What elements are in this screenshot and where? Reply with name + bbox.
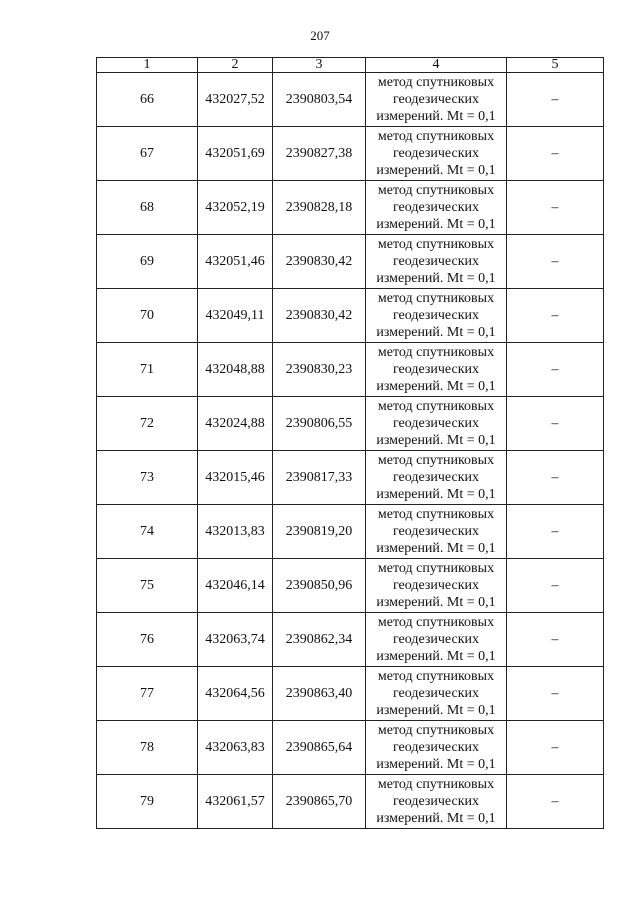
header-cell: 2 [198,58,273,73]
method-line: измерений. Mt = 0,1 [376,757,496,772]
x-coordinate-cell: 432052,19 [198,181,273,235]
table-row [97,343,604,397]
method-line: измерений. Mt = 0,1 [376,217,496,232]
note-cell: – [507,559,604,613]
method-line: измерений. Mt = 0,1 [376,541,496,556]
point-number-cell: 66 [97,73,198,127]
method-cell [366,343,507,397]
point-number-cell: 70 [97,289,198,343]
table-row [97,289,604,343]
y-coordinate-cell: 2390819,20 [273,505,366,559]
table-row [97,613,604,667]
method-cell [366,289,507,343]
note-cell: – [507,667,604,721]
y-coordinate-cell: 2390865,64 [273,721,366,775]
x-coordinate-cell: 432051,69 [198,127,273,181]
method-line: геодезических [392,524,479,539]
header-row [97,58,604,73]
method-cell [366,235,507,289]
table-row [97,73,604,127]
method-line: метод спутниковых [377,291,495,306]
x-coordinate-cell: 432013,83 [198,505,273,559]
note-cell: – [507,397,604,451]
method-line: геодезических [392,794,479,809]
method-line: метод спутниковых [377,561,495,576]
method-cell [366,721,507,775]
coordinates-table [96,57,604,829]
note-cell: – [507,721,604,775]
table-row [97,235,604,289]
y-coordinate-cell: 2390806,55 [273,397,366,451]
method-line: геодезических [392,740,479,755]
method-line: геодезических [392,146,479,161]
x-coordinate-cell: 432027,52 [198,73,273,127]
x-coordinate-cell: 432024,88 [198,397,273,451]
method-cell [366,613,507,667]
method-cell [366,181,507,235]
method-cell [366,127,507,181]
x-coordinate-cell: 432051,46 [198,235,273,289]
y-coordinate-cell: 2390830,42 [273,289,366,343]
note-cell: – [507,235,604,289]
method-line: геодезических [392,362,479,377]
method-line: метод спутниковых [377,777,495,792]
method-line: метод спутниковых [377,507,495,522]
page-number: 207 [310,28,330,43]
method-line: измерений. Mt = 0,1 [376,379,496,394]
method-line: измерений. Mt = 0,1 [376,703,496,718]
method-line: геодезических [392,686,479,701]
x-coordinate-cell: 432048,88 [198,343,273,397]
point-number-cell: 69 [97,235,198,289]
point-number-cell: 77 [97,667,198,721]
table-row [97,181,604,235]
method-cell [366,775,507,829]
method-line: метод спутниковых [377,345,495,360]
header-cell: 3 [273,58,366,73]
y-coordinate-cell: 2390863,40 [273,667,366,721]
method-cell [366,559,507,613]
table-row [97,505,604,559]
note-cell: – [507,127,604,181]
note-cell: – [507,343,604,397]
note-cell: – [507,775,604,829]
point-number-cell: 74 [97,505,198,559]
point-number-cell: 78 [97,721,198,775]
table-row [97,775,604,829]
method-line: метод спутниковых [377,237,495,252]
y-coordinate-cell: 2390803,54 [273,73,366,127]
point-number-cell: 73 [97,451,198,505]
point-number-cell: 68 [97,181,198,235]
x-coordinate-cell: 432046,14 [198,559,273,613]
method-line: метод спутниковых [377,723,495,738]
note-cell: – [507,451,604,505]
x-coordinate-cell: 432015,46 [198,451,273,505]
table-row [97,559,604,613]
method-line: измерений. Mt = 0,1 [376,271,496,286]
method-line: измерений. Mt = 0,1 [376,163,496,178]
method-line: измерений. Mt = 0,1 [376,649,496,664]
table-row [97,127,604,181]
method-cell [366,667,507,721]
header-cell: 4 [366,58,507,73]
table-row [97,721,604,775]
point-number-cell: 67 [97,127,198,181]
table-row [97,451,604,505]
method-line: геодезических [392,632,479,647]
x-coordinate-cell: 432063,74 [198,613,273,667]
method-cell [366,451,507,505]
method-line: геодезических [392,308,479,323]
y-coordinate-cell: 2390817,33 [273,451,366,505]
note-cell: – [507,613,604,667]
y-coordinate-cell: 2390830,42 [273,235,366,289]
method-line: метод спутниковых [377,399,495,414]
method-line: измерений. Mt = 0,1 [376,487,496,502]
table-row [97,667,604,721]
note-cell: – [507,181,604,235]
method-line: геодезических [392,200,479,215]
method-line: измерений. Mt = 0,1 [376,811,496,826]
point-number-cell: 76 [97,613,198,667]
method-line: метод спутниковых [377,183,495,198]
y-coordinate-cell: 2390850,96 [273,559,366,613]
method-cell [366,505,507,559]
point-number-cell: 75 [97,559,198,613]
method-line: метод спутниковых [377,129,495,144]
method-line: геодезических [392,416,479,431]
method-line: метод спутниковых [377,669,495,684]
y-coordinate-cell: 2390828,18 [273,181,366,235]
x-coordinate-cell: 432063,83 [198,721,273,775]
header-cell: 1 [97,58,198,73]
point-number-cell: 71 [97,343,198,397]
x-coordinate-cell: 432049,11 [198,289,273,343]
header-cell: 5 [507,58,604,73]
method-line: измерений. Mt = 0,1 [376,595,496,610]
method-line: измерений. Mt = 0,1 [376,109,496,124]
y-coordinate-cell: 2390865,70 [273,775,366,829]
method-line: метод спутниковых [377,615,495,630]
y-coordinate-cell: 2390862,34 [273,613,366,667]
x-coordinate-cell: 432061,57 [198,775,273,829]
note-cell: – [507,289,604,343]
y-coordinate-cell: 2390830,23 [273,343,366,397]
point-number-cell: 72 [97,397,198,451]
x-coordinate-cell: 432064,56 [198,667,273,721]
note-cell: – [507,505,604,559]
method-line: геодезических [392,578,479,593]
point-number-cell: 79 [97,775,198,829]
method-line: геодезических [392,470,479,485]
y-coordinate-cell: 2390827,38 [273,127,366,181]
method-line: геодезических [392,254,479,269]
method-line: геодезических [392,92,479,107]
method-cell [366,73,507,127]
method-line: измерений. Mt = 0,1 [376,433,496,448]
method-cell [366,397,507,451]
note-cell: – [507,73,604,127]
method-line: метод спутниковых [377,75,495,90]
method-line: метод спутниковых [377,453,495,468]
method-line: измерений. Mt = 0,1 [376,325,496,340]
table-row [97,397,604,451]
